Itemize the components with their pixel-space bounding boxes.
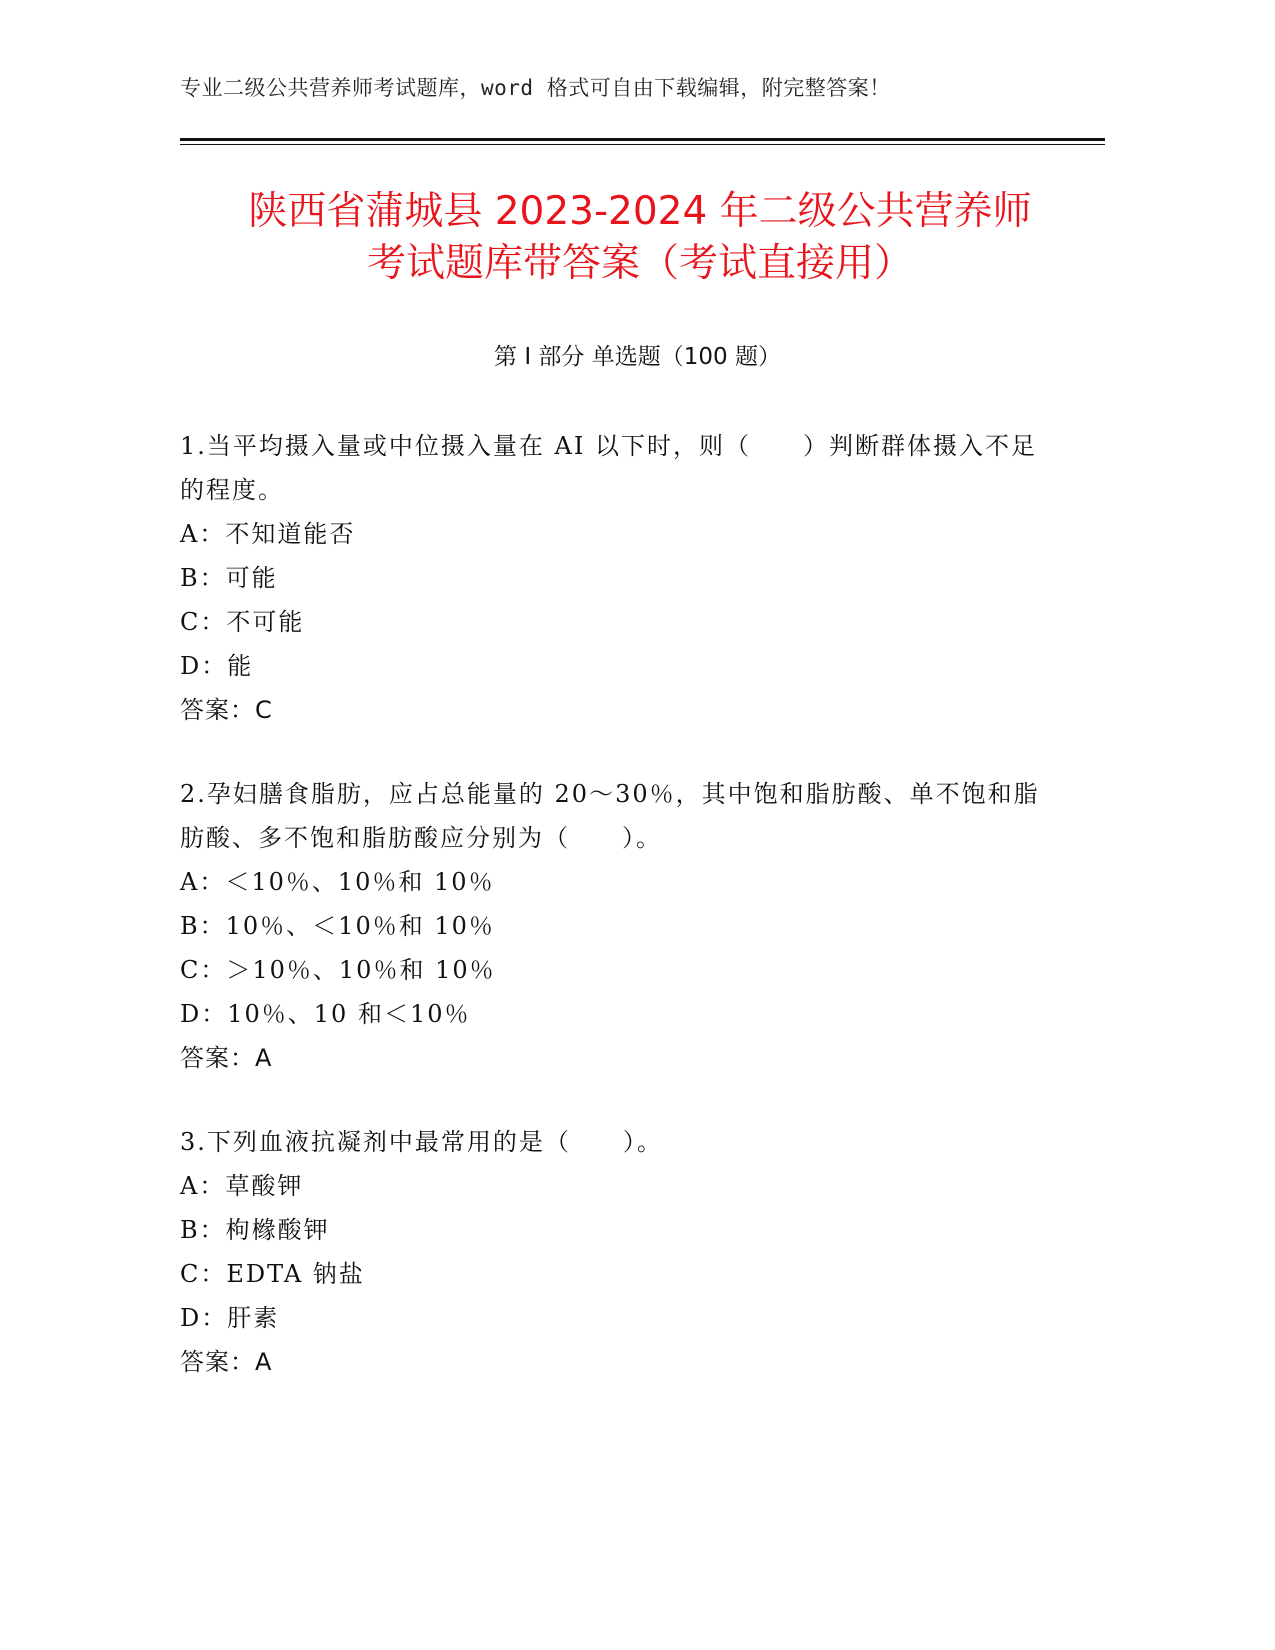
option-d: D：能	[180, 652, 254, 680]
header-divider-thin	[180, 144, 1105, 145]
question-1	[180, 424, 1040, 732]
question-stem: 1.当平均摄入量或中位摄入量在 AI 以下时，则（ ）判断群体摄入不足的程度。	[180, 432, 1037, 504]
option-b: B：10％、＜10％和 10％	[180, 912, 495, 940]
option-b: B：枸橼酸钾	[180, 1216, 330, 1244]
option-c: C：EDTA 钠盐	[180, 1260, 365, 1288]
header-divider-thick	[180, 138, 1105, 141]
option-a: A：草酸钾	[180, 1172, 304, 1200]
document-title	[140, 186, 1140, 290]
document-title-line-1: 陕西省蒲城县 2023-2024 年二级公共营养师	[248, 189, 1032, 234]
option-d: D：肝素	[180, 1304, 280, 1332]
option-a: A：不知道能否	[180, 520, 356, 548]
answer: 答案：C	[180, 696, 273, 724]
section-title: 第 I 部分 单选题（100 题）	[494, 344, 781, 370]
question-stem: 2.孕妇膳食脂肪，应占总能量的 20～30％，其中饱和脂肪酸、单不饱和脂肪酸、多不饱和脂肪酸应分别为（ ）。	[180, 780, 1040, 852]
header-note: 专业二级公共营养师考试题库，word 格式可自由下载编辑，附完整答案！	[180, 76, 891, 100]
answer: 答案：A	[180, 1044, 273, 1072]
question-stem: 3.下列血液抗凝剂中最常用的是（ ）。	[180, 1128, 663, 1156]
option-c: C：＞10％、10％和 10％	[180, 956, 496, 984]
question-list	[180, 424, 1040, 1424]
option-c: C：不可能	[180, 608, 305, 636]
option-d: D：10％、10 和＜10％	[180, 1000, 471, 1028]
question-2	[180, 772, 1040, 1080]
question-3	[180, 1120, 1040, 1384]
option-b: B：可能	[180, 564, 278, 592]
document-title-line-2: 考试题库带答案（考试直接用）	[366, 241, 913, 286]
answer: 答案：A	[180, 1348, 273, 1376]
option-a: A：＜10％、10％和 10％	[180, 868, 495, 896]
